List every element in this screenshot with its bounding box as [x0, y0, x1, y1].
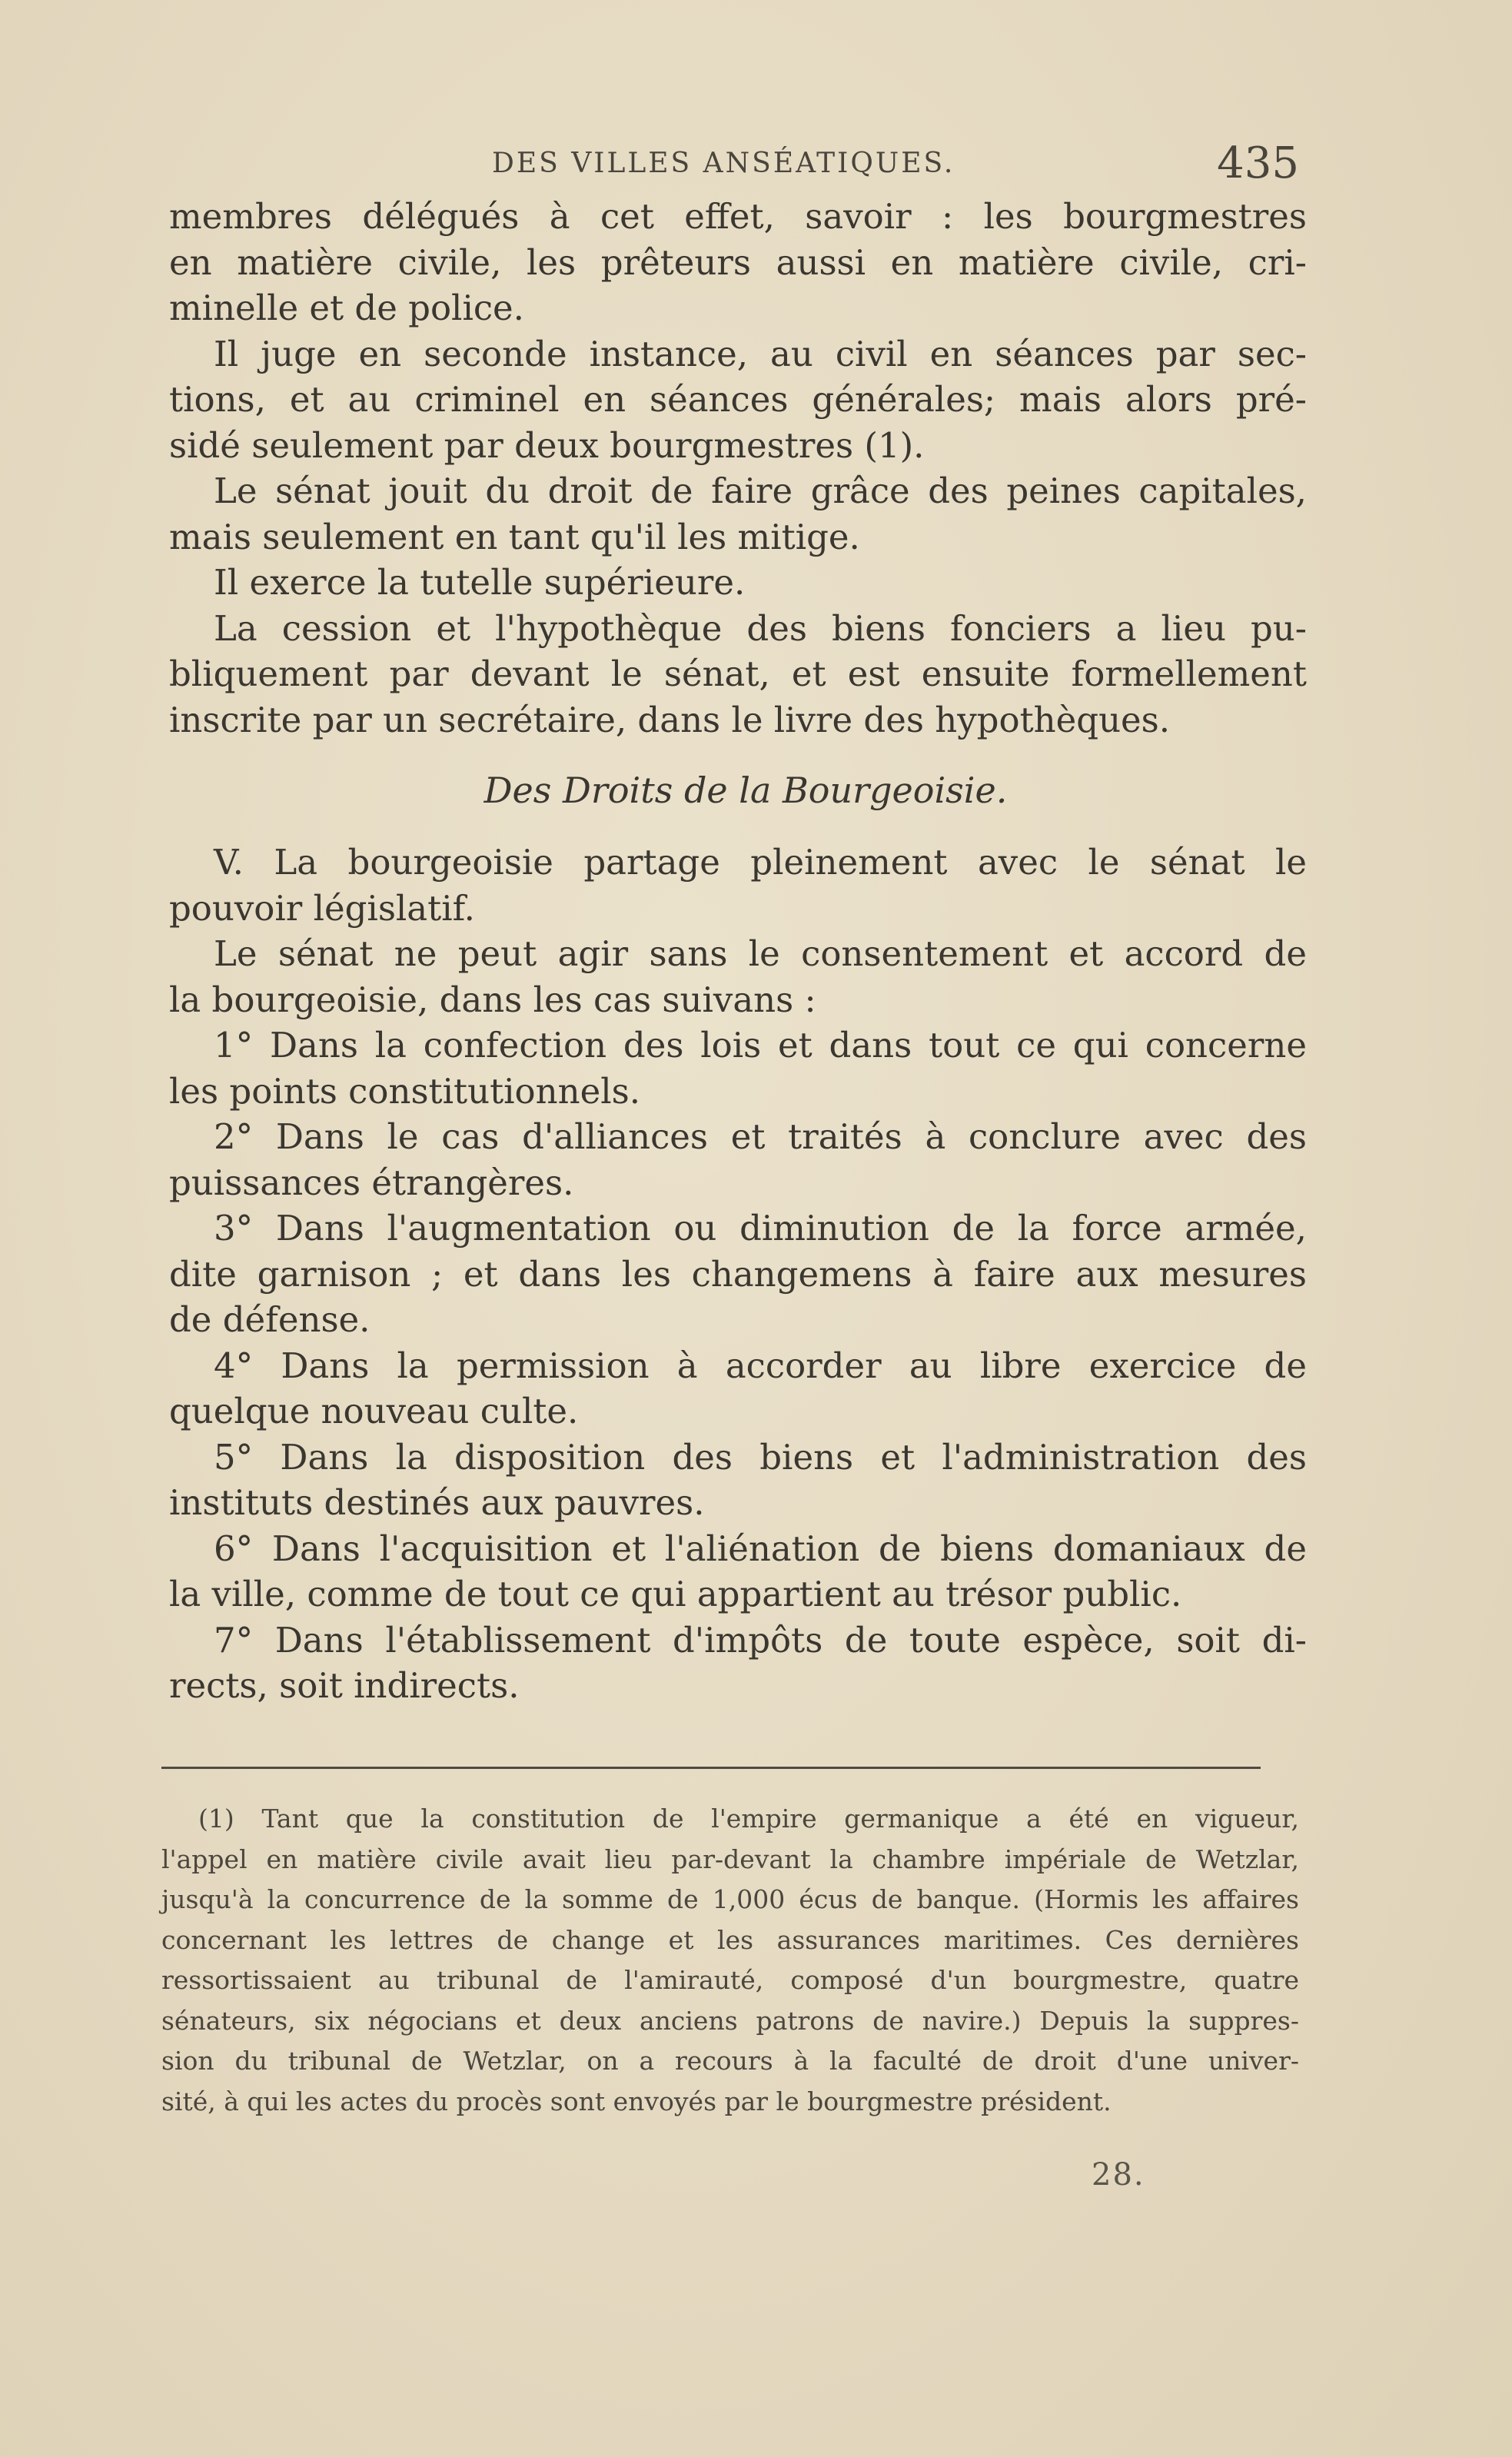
running-head: DES VILLES ANSÉATIQUES. — [492, 148, 955, 179]
text-line: minelle et de police. — [169, 288, 524, 328]
text-line: Le sénat ne peut agir sans le consentement et accord de — [214, 933, 1307, 974]
text-line: 5° Dans la disposition des biens et l'administration des — [214, 1436, 1307, 1478]
text-line: bliquement par devant le sénat, et est ensuite formellement — [169, 653, 1307, 694]
text-line: les points constitutionnels. — [169, 1070, 641, 1112]
footnote-line: sion du tribunal de Wetzlar, on a recours à la faculté de droit d'une univer- — [161, 2046, 1299, 2076]
footnote — [161, 1799, 1299, 2122]
footnote-line: (1) Tant que la constitution de l'empire germanique a été en vigueur, — [198, 1804, 1299, 1834]
footnote-rule — [161, 1767, 1261, 1769]
text-line: tions, et au criminel en séances générales; mais alors pré- — [169, 379, 1307, 420]
text-line: membres délégués à cet effet, savoir : les bourgmestres — [169, 196, 1307, 237]
text-line: pouvoir législatif. — [169, 887, 475, 929]
signature-mark: 28. — [1092, 2157, 1145, 2193]
text-line: inscrite par un secrétaire, dans le livre des hypothèques. — [169, 699, 1171, 740]
text-line: La cession et l'hypothèque des biens fonciers a lieu pu- — [214, 607, 1307, 649]
text-line: en matière civile, les prêteurs aussi en matière civile, cri- — [169, 241, 1307, 283]
page-header — [169, 138, 1307, 192]
text-line: Il juge en seconde instance, au civil en séances par sec- — [214, 333, 1307, 374]
text-line: rects, soit indirects. — [169, 1665, 520, 1706]
text-line: 1° Dans la confection des lois et dans tout ce qui concerne — [214, 1025, 1307, 1066]
text-line: puissances étrangères. — [169, 1162, 574, 1203]
text-line: dite garnison ; et dans les changemens à faire aux mesures — [169, 1253, 1307, 1295]
text-line: 3° Dans l'augmentation ou diminution de la force armée, — [214, 1208, 1307, 1248]
main-text — [169, 194, 1307, 1709]
footnote-line: sénateurs, six négocians et deux anciens patrons de navire.) Depuis la suppres- — [161, 2005, 1299, 2036]
text-line: de défense. — [169, 1299, 371, 1340]
page-number: 435 — [1217, 138, 1299, 188]
text-line: sidé seulement par deux bourgmestres (1). — [169, 424, 925, 466]
section-title: Des Droits de la Bourgeoisie. — [484, 770, 1008, 811]
footnote-line: ressortissaient au tribunal de l'amirauté, composé d'un bourgmestre, quatre — [161, 1965, 1299, 1995]
text-line: V. La bourgeoisie partage pleinement avec le sénat le — [214, 842, 1307, 883]
text-line: quelque nouveau culte. — [169, 1391, 579, 1431]
text-line: la bourgeoisie, dans les cas suivans : — [169, 979, 816, 1020]
text-line: mais seulement en tant qu'il les mitige. — [169, 516, 860, 557]
text-line: Le sénat jouit du droit de faire grâce des peines capitales, — [214, 470, 1307, 511]
text-line: 6° Dans l'acquisition et l'aliénation de biens domaniaux de — [214, 1528, 1307, 1569]
footnote-line: concernant les lettres de change et les assurances maritimes. Ces dernières — [161, 1924, 1299, 1955]
text-line: instituts destinés aux pauvres. — [169, 1482, 705, 1523]
footnote-line: jusqu'à la concurrence de la somme de 1,000 écus de banque. (Hormis les affaires — [161, 1884, 1299, 1914]
text-line: 4° Dans la permission à accorder au libre exercice de — [214, 1345, 1307, 1386]
footnote-line: l'appel en matière civile avait lieu par-devant la chambre impériale de Wetzlar, — [161, 1844, 1299, 1874]
text-line: la ville, comme de tout ce qui appartient au trésor public. — [169, 1574, 1182, 1614]
footnote-line: sité, à qui les actes du procès sont envoyés par le bourgmestre président. — [161, 2086, 1112, 2116]
text-line: 7° Dans l'établissement d'impôts de toute espèce, soit di- — [214, 1619, 1307, 1661]
text-line: 2° Dans le cas d'alliances et traités à conclure avec des — [214, 1116, 1307, 1157]
text-line: Il exerce la tutelle supérieure. — [214, 562, 746, 603]
